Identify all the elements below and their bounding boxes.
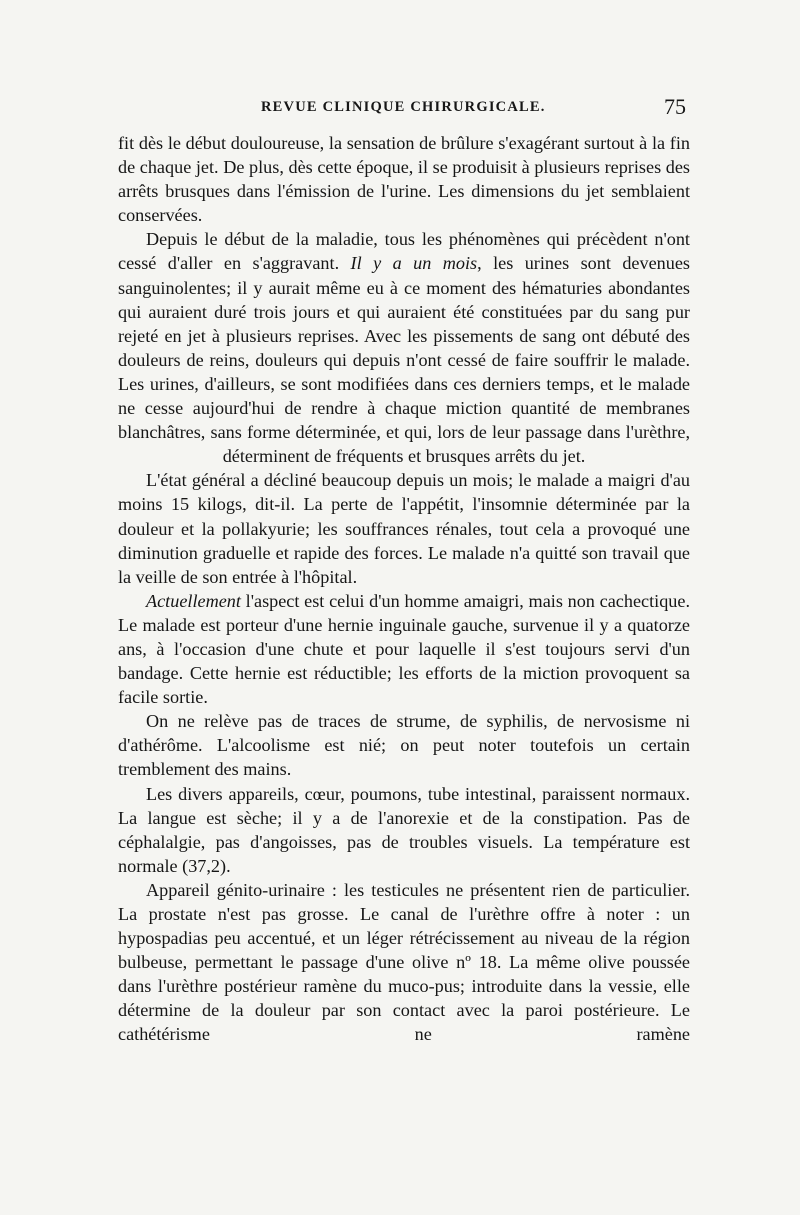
- paragraph: [118, 227, 690, 468]
- paragraph: [118, 782, 690, 878]
- paragraph-text: On ne relève pas de traces de strume, de syphilis, de nervosisme ni d'athérôme. L'alcoolisme est nié; on peut noter toutefois un certain tremblement des mains.: [118, 711, 690, 780]
- paragraph: [118, 709, 690, 781]
- paragraph-text: l'aspect est celui d'un homme amaigri, mais non cachectique. Le malade est porteur d'une hernie inguinale gauche, survenue il y a quatorze ans, à l'occasion d'une chute et pour laquelle il s'est toujours servi d'un bandage. Cette hernie est réductible; les efforts de la miction provoquent sa facile sortie.: [118, 590, 690, 708]
- italic-phrase: Actuellement: [146, 590, 241, 611]
- paragraph-text: , les urines sont devenues sanguinolentes; il y aurait même eu à ce moment des hématuries abondantes qui auraient duré trois jours et qui auraient été constituées par du sang pur rejeté en jet à plusieurs reprises. Avec les pissements de sang ont débuté des douleurs de reins, douleurs qui depuis n'ont cessé de faire souffrir le malade. Les urines, d'ailleurs, se sont modifiées dans ces derniers temps, et le malade ne cesse aujourd'hui de rendre à chaque miction quantité de membranes blanchâtres, sans forme déterminée, et qui, lors de leur passage dans l'urèthre, déterminent de fréquents et brusques arrêts du jet.: [118, 253, 690, 467]
- paragraph: [118, 878, 690, 1047]
- paragraph-text: Les divers appareils, cœur, poumons, tube intestinal, paraissent normaux. La langue est sèche; il y a de l'anorexie et de la constipation. Pas de céphalalgie, pas d'angoisses, pas de troubles visuels. La température est normale (37,2).: [118, 783, 690, 876]
- paragraph-text: fit dès le début douloureuse, la sensation de brûlure s'exagérant surtout à la fin de chaque jet. De plus, dès cette époque, il se produisit à plusieurs reprises des arrêts brusques dans l'émission de l'urine. Les dimensions du jet semblaient conservées.: [118, 133, 690, 226]
- body-text: [118, 131, 690, 1047]
- italic-phrase: Il y a un mois: [350, 253, 478, 274]
- paragraph-text: Depuis le début de la maladie, tous les phénomènes qui précèdent n'ont cessé d'aller en s'aggravant.: [118, 229, 690, 274]
- page-header: [118, 95, 688, 125]
- page-number: 75: [664, 94, 686, 119]
- paragraph-text: Appareil génito-urinaire : les testicules ne présentent rien de particulier. La prostate n'est pas grosse. Le canal de l'urèthre offre à noter : un hypospadias peu accentué, et un léger rétrécissement au niveau de la région bulbeuse, permettant le passage d'une olive nº 18. La même olive poussée dans l'urèthre postérieur ramène du muco-pus; introduite dans la vessie, elle détermine de la douleur par son contact avec la paroi postérieure. Le cathétérisme ne ramène: [118, 879, 690, 1045]
- paragraph-text: L'état général a décliné beaucoup depuis un mois; le malade a maigri d'au moins 15 kilogs, dit-il. La perte de l'appétit, l'insomnie déterminée par la douleur et la pollakyurie; les souffrances rénales, tout cela a provoqué une diminution graduelle et rapide des forces. Le malade n'a quitté son travail que la veille de son entrée à l'hôpital.: [118, 470, 690, 587]
- paragraph: [118, 468, 690, 588]
- running-title: REVUE CLINIQUE CHIRURGICALE.: [261, 99, 546, 115]
- paragraph: [118, 131, 690, 227]
- paragraph: [118, 589, 690, 709]
